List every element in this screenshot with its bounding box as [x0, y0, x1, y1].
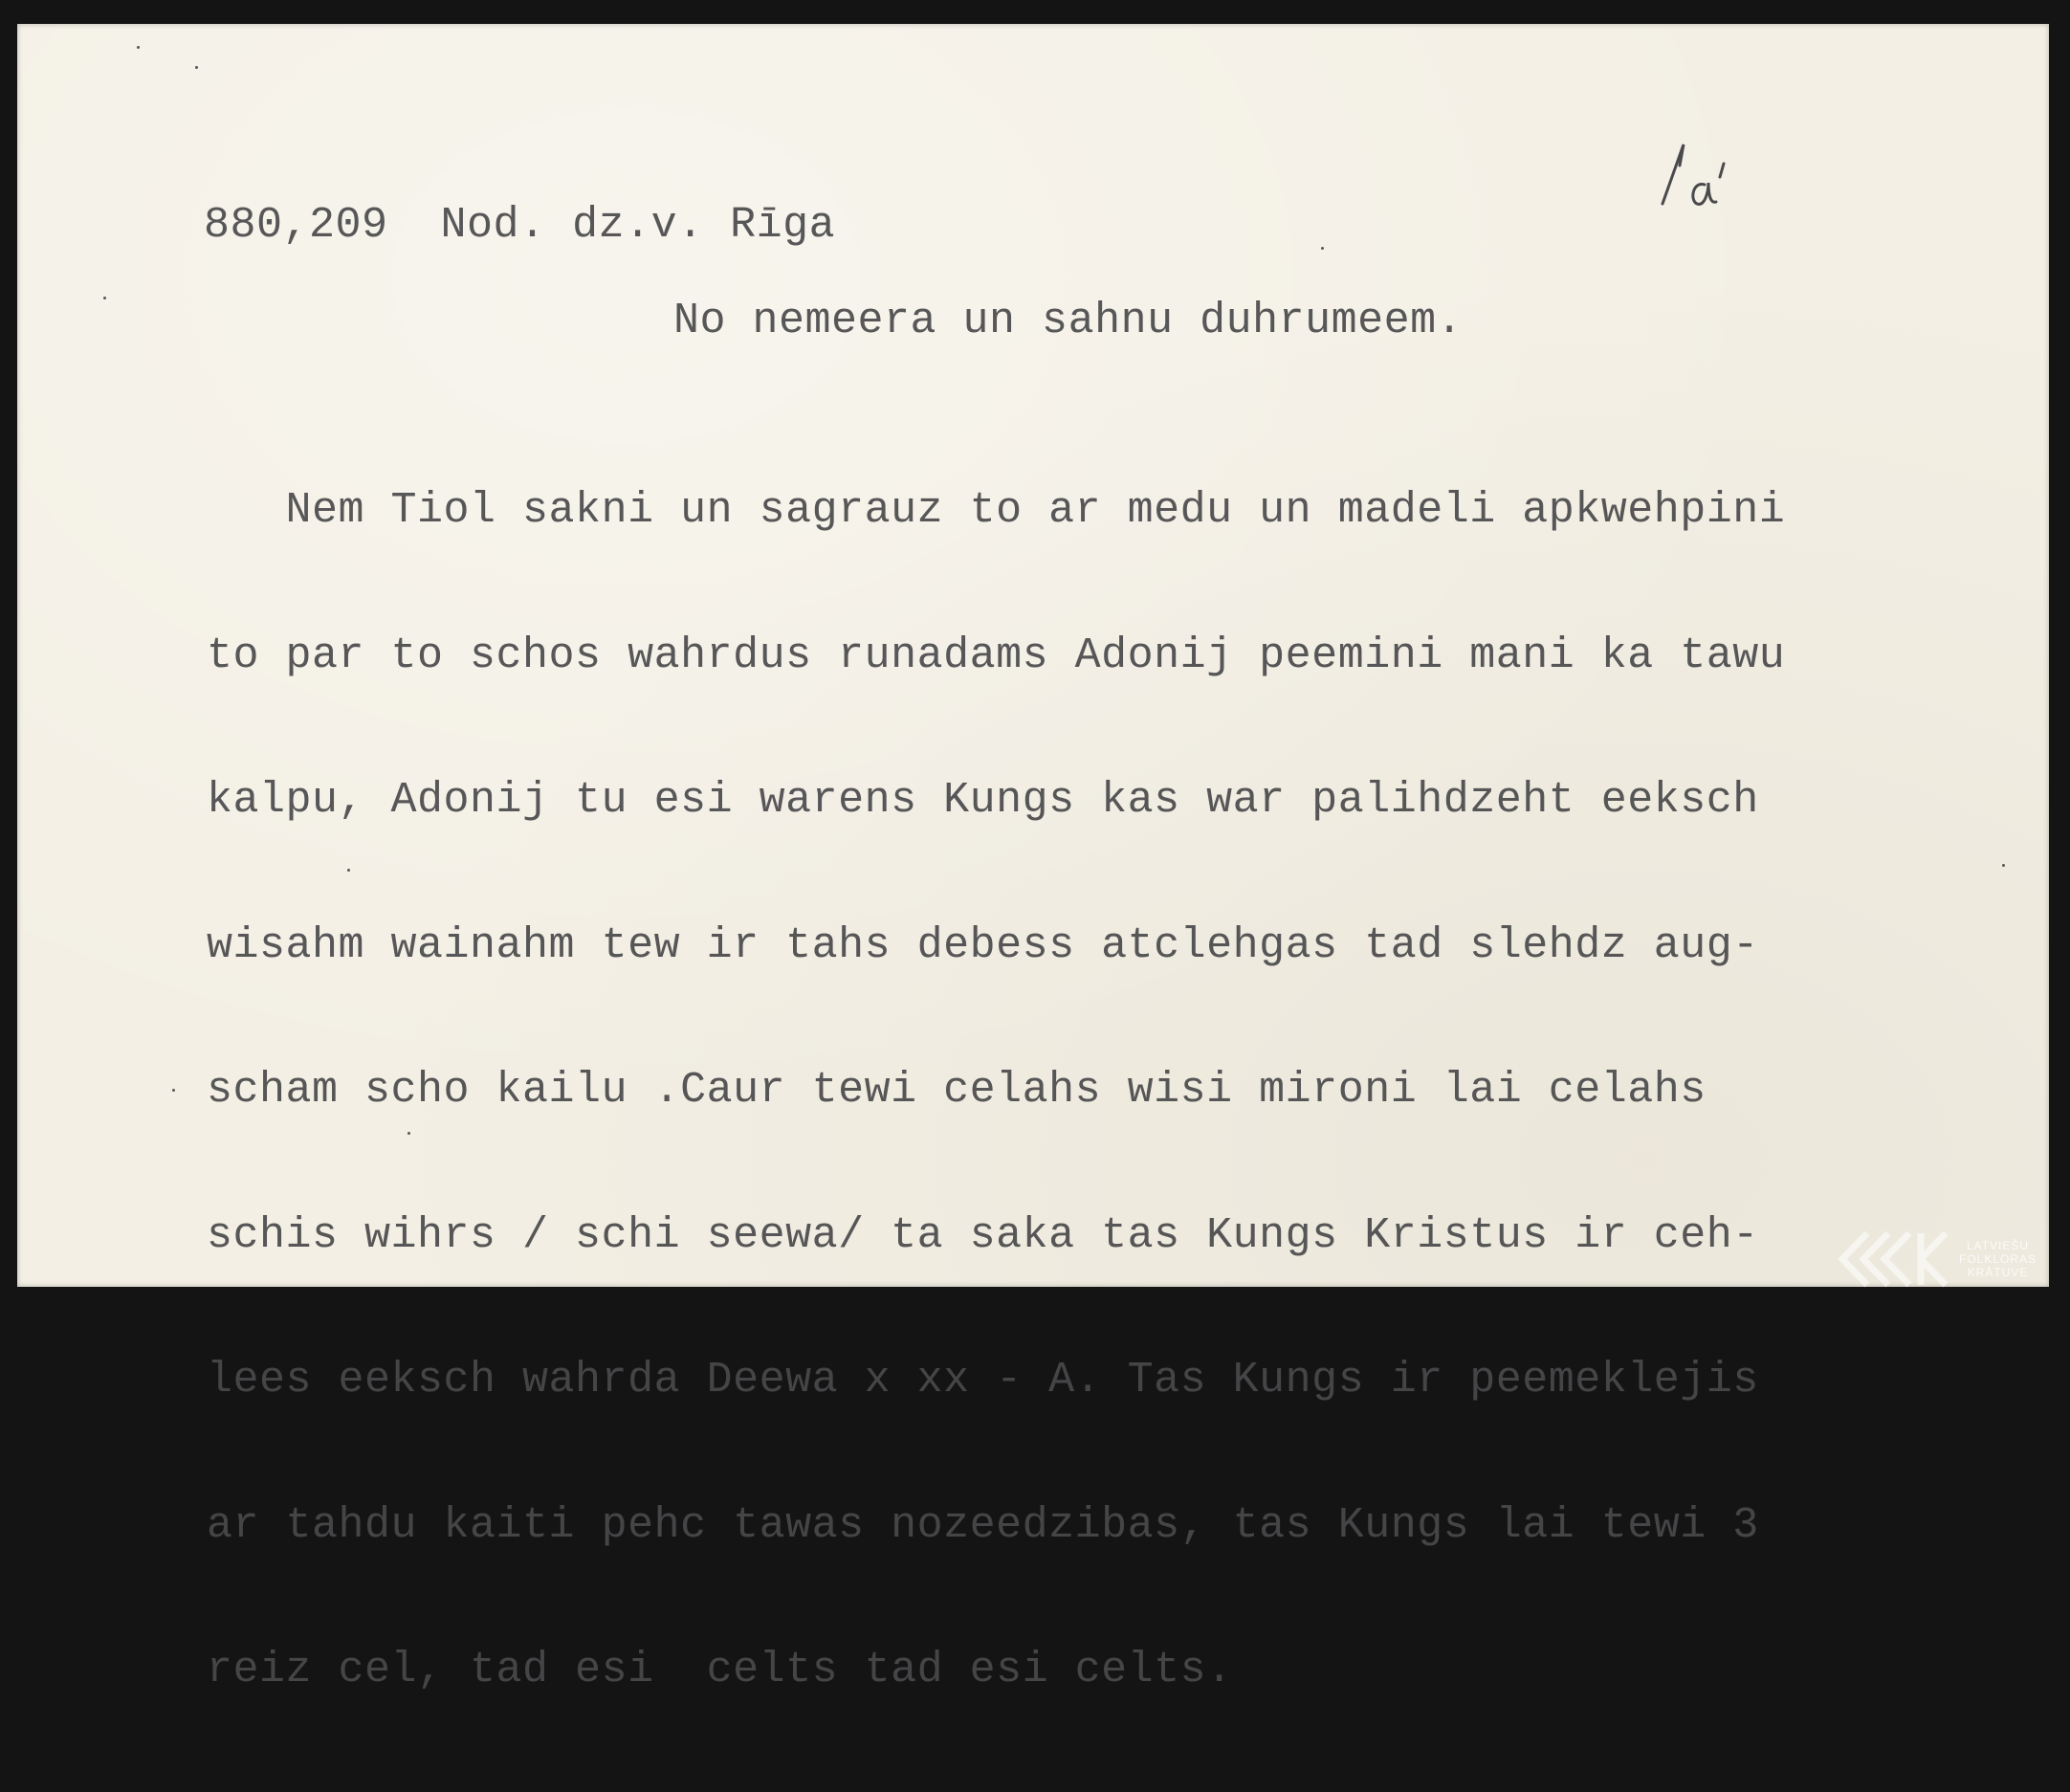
charm-text-line: lees eeksch wahrda Deewa x xx - A. Tas Kungs ir peemeklejis: [207, 1356, 1759, 1405]
charm-text-line: schis wihrs / schi seewa/ ta saka tas Kungs Kristus ir ceh-: [207, 1210, 1759, 1260]
charm-title: No nemeera un sahnu duhrumeem.: [673, 297, 1464, 345]
archive-logo: [1833, 1225, 2062, 1294]
paper-speck: [137, 46, 140, 49]
charm-text-line: to par to schos wahrdus runadams Adonij peemini mani ka tawu: [207, 631, 1786, 680]
collection-place: Nod. dz.v. Rīga: [440, 201, 836, 250]
charm-text-line: Nem Tiol sakni un sagrauz to ar medu un madeli apkwehpini: [207, 486, 1786, 535]
paper-speck: [2002, 864, 2005, 867]
archive-number: 880,209: [204, 201, 388, 250]
charm-text-line: reiz cel, tad esi celts tad esi celts.: [207, 1646, 1233, 1694]
archive-card: [17, 24, 2049, 1694]
logo-text-line: FOLKLORAS: [1959, 1252, 2037, 1266]
paper-speck: [1321, 247, 1324, 250]
charm-text: [207, 390, 1785, 1792]
paper-speck: [172, 1089, 175, 1092]
card-header: [204, 201, 835, 250]
archive-logo-text: [1959, 1239, 2037, 1279]
paper-speck: [103, 297, 106, 299]
paper-speck: [407, 1132, 410, 1135]
charm-text-line: scham scho kailu .Caur tewi celahs wisi mironi lai celahs: [207, 1066, 1707, 1115]
paper-speck: [195, 66, 198, 69]
handwritten-mark: [1655, 137, 1741, 232]
charm-text-line: kalpu, Adonij tu esi warens Kungs kas war palihdzeht eeksch: [207, 776, 1759, 825]
logo-text-line: LATVIEŠU: [1966, 1239, 2030, 1252]
folklore-archive-logo-icon: [1833, 1226, 1957, 1293]
paper-speck: [347, 869, 350, 872]
charm-text-line: wisahm wainahm tew ir tahs debess atclehgas tad slehdz aug-: [207, 920, 1759, 970]
logo-text-line: KRĀTUVE: [1967, 1266, 2029, 1279]
charm-text-line: ar tahdu kaiti pehc tawas nozeedzibas, tas Kungs lai tewi 3: [207, 1500, 1759, 1550]
